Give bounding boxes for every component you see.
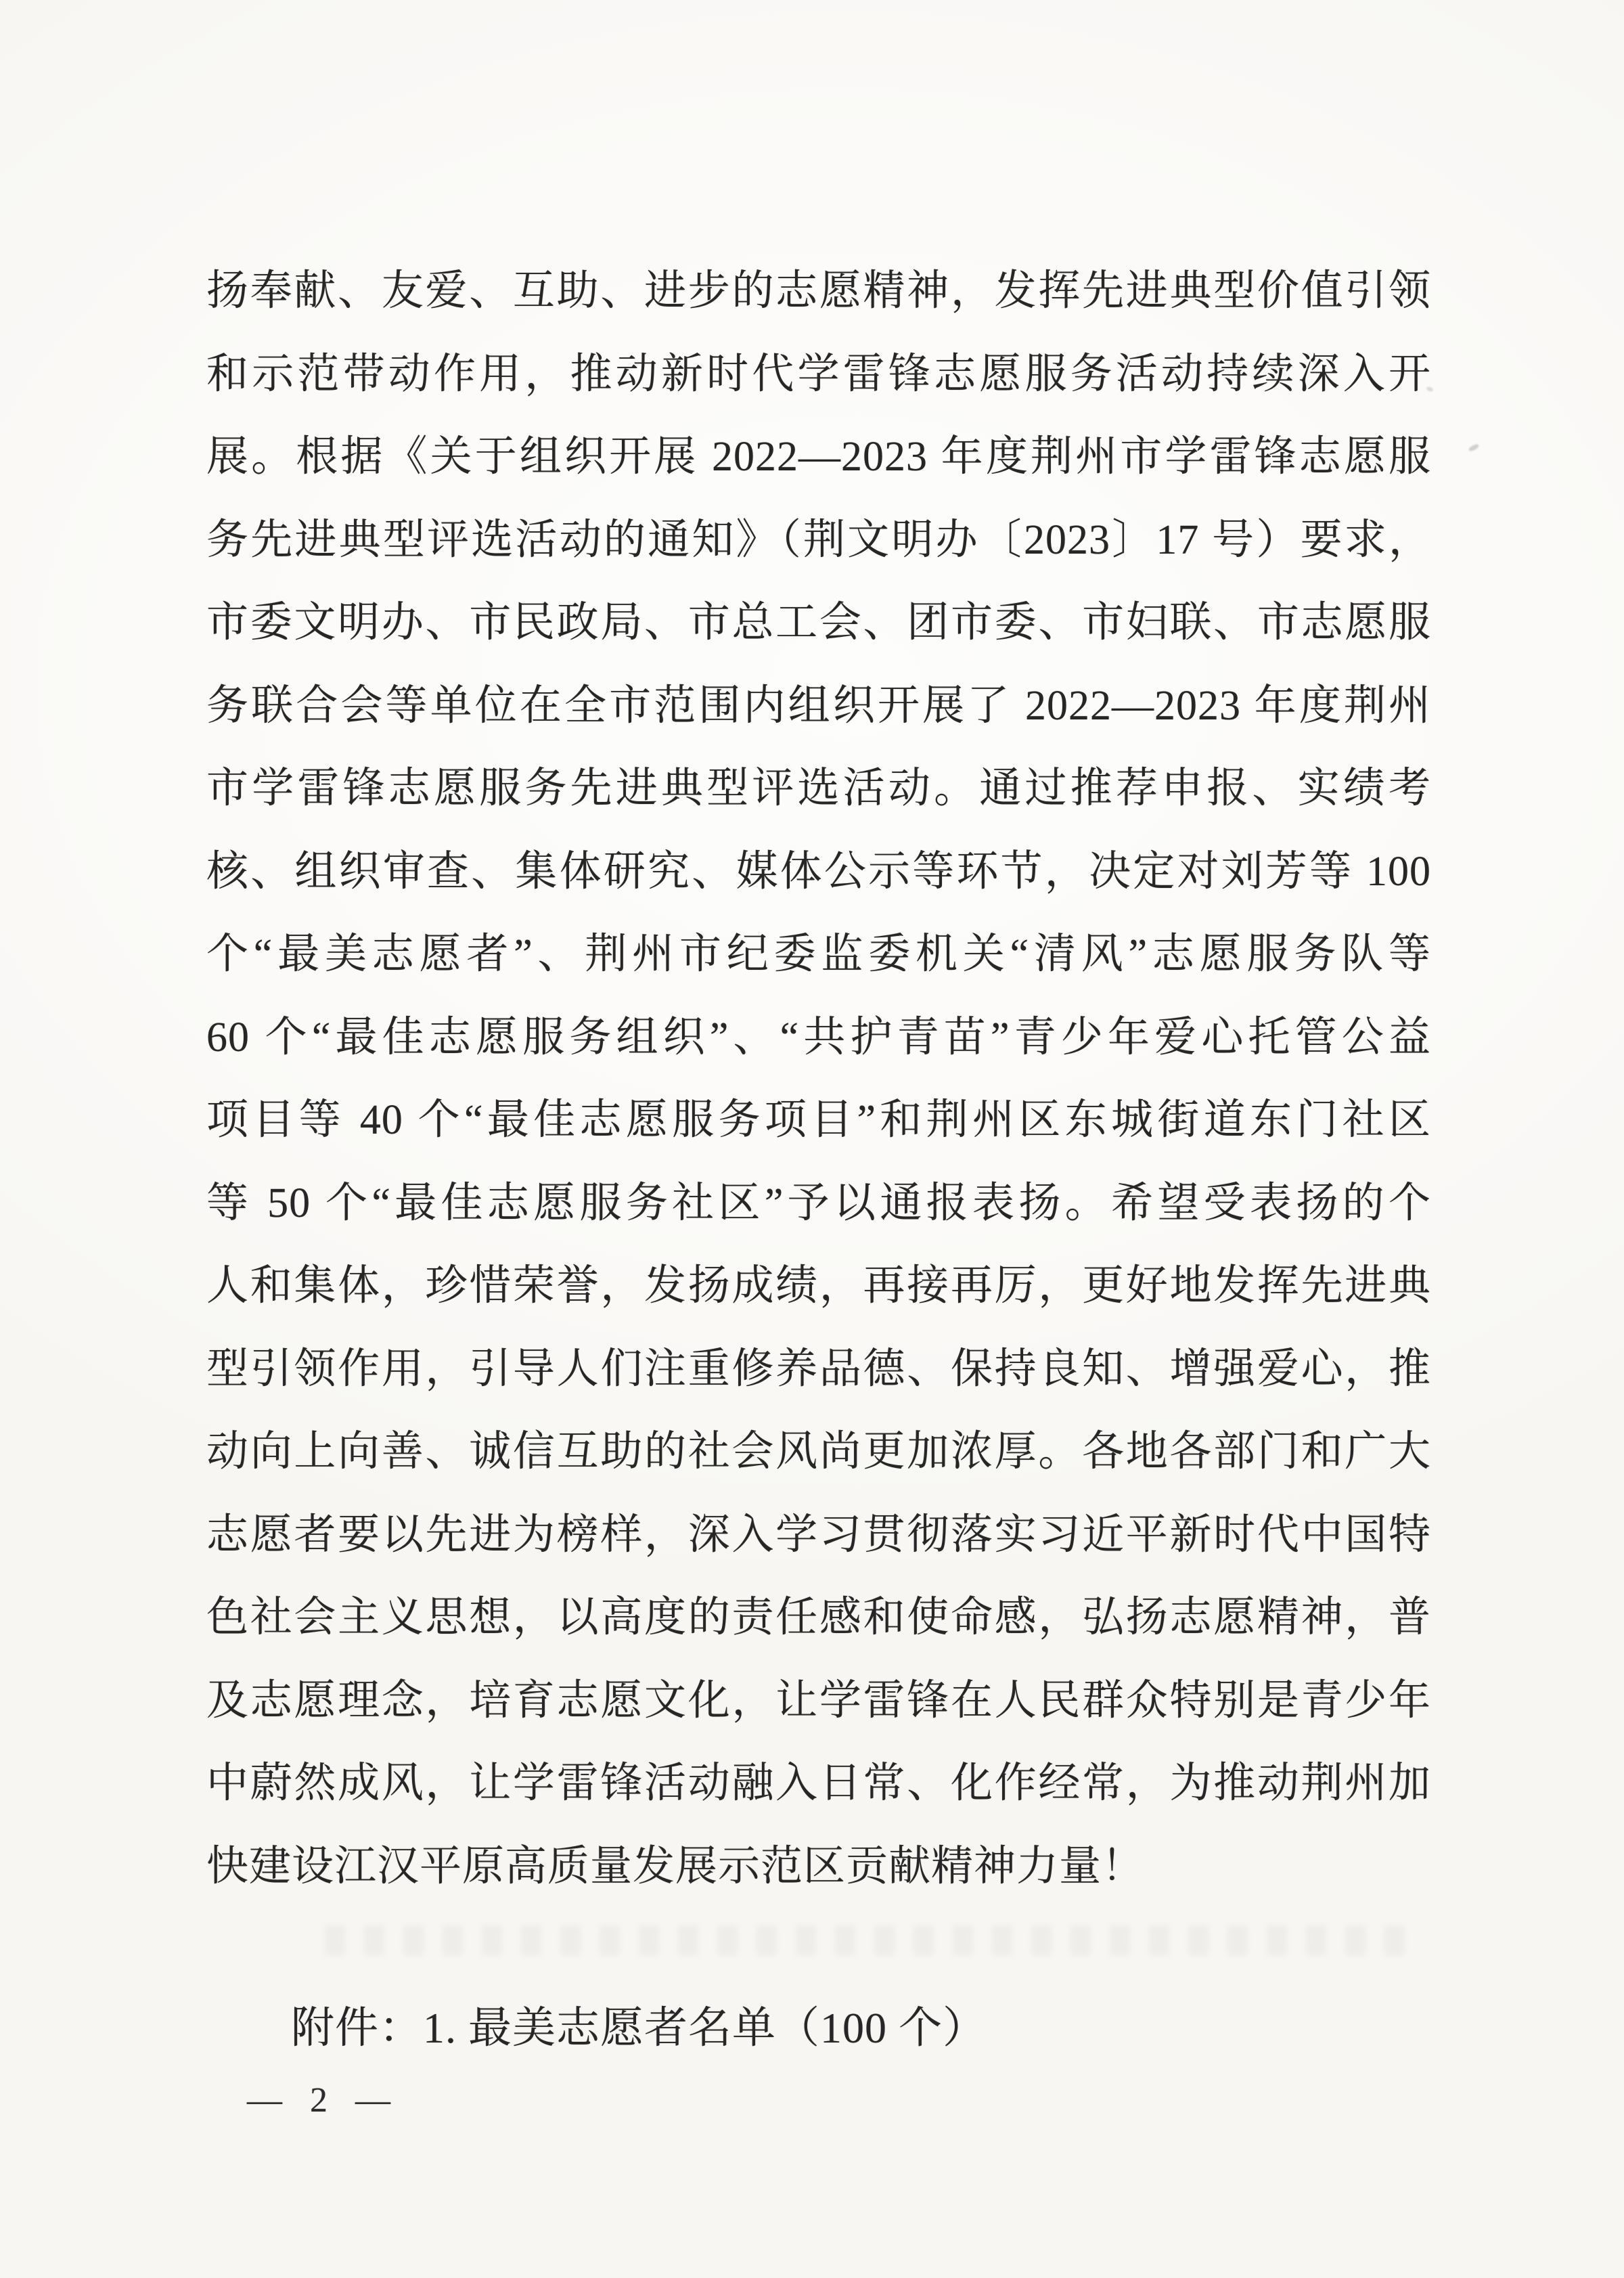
body-text-line: 动向上向善、诚信互助的社会风尚更加浓厚。各地各部门和广大 [206,1429,1431,1475]
body-text-line: 人和集体，珍惜荣誉，发扬成绩，再接再厉，更好地发挥先进典 [206,1263,1431,1309]
body-text-line: 项目等 40 个“最佳志愿服务项目”和荆州区东城街道东门社区 [206,1097,1431,1143]
body-text-line: 个“最美志愿者”、荆州市纪委监委机关“清风”志愿服务队等 [206,931,1431,977]
body-text-line: 市委文明办、市民政局、市总工会、团市委、市妇联、市志愿服 [206,600,1431,646]
scan-speck [1468,443,1479,453]
body-text-line: 志愿者要以先进为榜样，深入学习贯彻落实习近平新时代中国特 [206,1511,1431,1558]
body-text-line: 市学雷锋志愿服务先进典型评选活动。通过推荐申报、实绩考 [206,765,1431,811]
body-text-line: 快建设江汉平原高质量发展示范区贡献精神力量！ [206,1843,1145,1890]
body-text-line: 中蔚然成风，让学雷锋活动融入日常、化作经常，为推动荆州加 [206,1760,1431,1806]
body-text-line: 型引领作用，引导人们注重修养品德、保持良知、增强爱心，推 [206,1345,1431,1392]
body-text-line: 和示范带动作用，推动新时代学雷锋志愿服务活动持续深入开 [206,351,1431,397]
body-text-block [206,250,1431,1908]
body-text-line: 核、组织审查、集体研究、媒体公示等环节，决定对刘芳等 100 [206,848,1431,895]
body-text-line: 60 个“最佳志愿服务组织”、“共护青苗”青少年爱心托管公益 [206,1014,1431,1060]
attachment-line: 附件：1. 最美志愿者名单（100 个） [291,2004,987,2052]
body-text-line: 展。根据《关于组织开展 2022—2023 年度荆州市学雷锋志愿服 [206,434,1431,480]
scan-bleed-artifact [325,1925,1421,1955]
page-number: — 2 — [247,2081,400,2120]
body-text-line: 务先进典型评选活动的通知》（荆文明办〔2023〕17 号）要求， [206,516,1431,563]
body-text-line: 扬奉献、友爱、互助、进步的志愿精神，发挥先进典型价值引领 [206,268,1431,314]
body-text-line: 务联合会等单位在全市范围内组织开展了 2022—2023 年度荆州 [206,682,1431,729]
body-text-line: 及志愿理念，培育志愿文化，让学雷锋在人民群众特别是青少年 [206,1677,1431,1724]
body-text-line: 等 50 个“最佳志愿服务社区”予以通报表扬。希望受表扬的个 [206,1180,1431,1226]
body-text-line: 色社会主义思想，以高度的责任感和使命感，弘扬志愿精神，普 [206,1594,1431,1640]
